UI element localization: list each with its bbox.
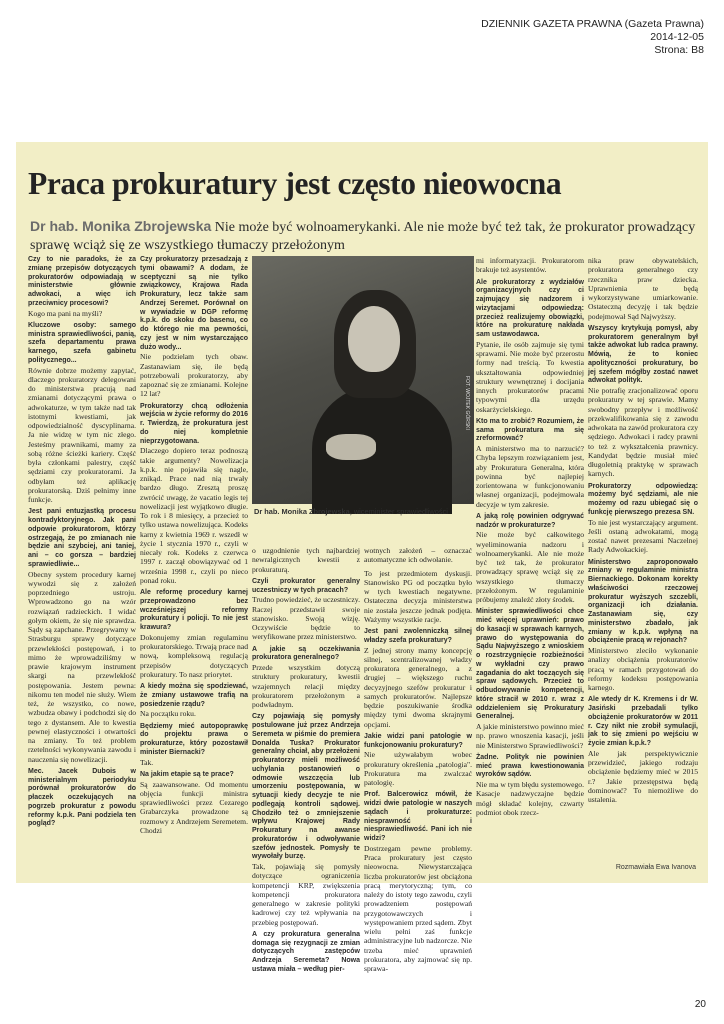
article-deck: [30, 218, 698, 254]
interview-answer: Ale jak perspektywicznie przewidzieć, jakiego rodzaju obciążenie będziemy mieć w 2015 r.? Jakie przestępstwa będą dominować? To niemożliwe do ustalenia.: [588, 748, 698, 804]
interview-answer: Przede wszystkim dotyczą struktury prokuratury, kwestii wzajemnych relacji między prokuratorem przełożonym a podwładnym.: [252, 663, 360, 709]
interview-question: Prof. Balcerowicz mówił, że widzi dwie patologie w naszych sądach i prokuraturze: niesprawność i niesprawiedliwość. Pani ich nie widzi?: [364, 791, 472, 842]
page-reference: Strona: B8: [654, 44, 704, 57]
interview-answer: Nie ma w tym błędu systemowego. Kasacje nadzwyczajne będzie mógł składać kolejny, czwarty podmiot obok rzecz-: [476, 780, 584, 817]
interview-answer: nika praw obywatelskich, prokuratora generalnego czy rzecznika praw dziecka. Uprawnienia te będą wykorzystywane umiarkowanie. Ostateczną decyzję i tak będzie podejmował Sąd Najwyższy.: [588, 256, 698, 321]
text-column-1: [28, 256, 136, 876]
interview-question: Kluczowe osoby: samego ministra sprawiedliwości, panią, szefa departamentu prawa karnego, szefa gabinetu politycznego...: [28, 321, 136, 364]
interview-answer: Równie dobrze możemy zapytać, dlaczego prokuratorzy delegowani do ministerstwa pracują nad zmianami dotyczącymi prawa o adwokaturze, w tym także nad tak istotnymi kwestiami, jak odpowiedzialność dyscyplinarna. Ja nie widzę w tym nic złego. Jesteśmy prawnikami, mamy za sobą różne ścieżki kariery. Część była członkami palestry, część sędziami czy prokuratorami. Ja odbyłam też aplikację prokuratorską. Dziś pełnimy inne funkcje.: [28, 365, 136, 504]
article-lead: Nie może być wolnoamerykanki. Ale nie może być też tak, że prokurator prowadzący sprawę wciąż się ze wszystkiego tłumaczy przełożonym: [30, 220, 696, 253]
interview-answer: Tak, pojawiają się pomysły dotyczące ograniczenia kompetencji KRP, zwiększenia kompetencji prokuratora generalnego w zakresie polityki kadrowej czy też wpływania na przebieg postępowań.: [252, 862, 360, 927]
interview-question: Żadne. Polityk nie powinien mieć prawa kwestionowania wyroków sądów.: [476, 753, 584, 779]
text-column-5: [476, 256, 584, 876]
publication-date: 2014-12-05: [650, 31, 704, 44]
interview-question: A jaką rolę powinien odgrywać nadzór w prokuraturze?: [476, 512, 584, 529]
interview-answer: Na początku roku.: [140, 709, 196, 719]
interview-answer: Z jednej strony mamy koncepcję silnej, scentralizowanej władzy prokuratora generalnego, a z drugiej – większego ruchu decyzyjnego szefów prokuratur i samych prokuratorów. Najlepsze będzie poszukiwanie środka między tymi dwoma skrajnymi opcjami.: [364, 645, 472, 729]
interview-question: Czy prokuratorzy przesadzają z tymi obawami? A dodam, że sceptyczni są nie tylko związkowcy, Krajowa Rada Prokuratury, lecz także sam Andrzej Seremet. Porównał on w wywiadzie w DGP reformę k.p.k. do skoku do basenu, co do którego nie ma pewności, czy jest w nim wystarczająco dużo wody...: [140, 256, 248, 351]
interview-answer: Nie używałabym wobec prokuratury określenia „patologia". Prokuratura ma zwalczać patologię.: [364, 750, 472, 787]
text-column-2: [140, 256, 248, 876]
article-byline: Dr hab. Monika Zbrojewska: [30, 218, 212, 234]
interview-question: Jest pani entuzjastką procesu kontradyktoryjnego. Jak pani odpowie prokuratorom, którzy ostrzegają, że po zmianach nie będzie ani szybciej, ani taniej, ani – co gorsza – bardziej sprawiedliwie...: [28, 508, 136, 568]
newspaper-clipping: [16, 142, 708, 973]
interview-answer: wotnych założeń – oznaczać automatyczne ich odwołanie.: [364, 546, 472, 565]
interview-question: Minister sprawiedliwości chce mieć więcej uprawnień: prawo do kasacji w sprawach karnych, prawo do występowania do Sądu Najwyższego z wnioskiem o rozstrzygnięcie rozbieżności w wykładni czy prawo zagadania do akt toczących się spraw sądowych. Przecież to odbudowywanie kompetencji, które stracił w 2010 r. wraz z oddzieleniem się Prokuratury Generalnej.: [476, 608, 584, 721]
interview-question: Czy to nie paradoks, że za zmianę przepisów dotyczących prokuratorów odpowiadają w ministerstwie głównie adwokaci, a więc ich przeciwnicy procesowi?: [28, 256, 136, 307]
interview-answer: Dokonujemy zmian regulaminu prokuratorskiego. Trwają prace nad nową, kompleksową regulacją przepisów dotyczących prokuratury. To nasz priorytet.: [140, 632, 248, 679]
interview-question: Czy pojawiają się pomysły postulowane już przez Andrzeja Seremeta w piśmie do premiera Donalda Tuska? Prokurator generalny chciał, aby przełożeni prokuratorzy mieli możliwość uchylania postanowień o odmowie wszczęcia lub umorzeniu postępowania, w sytuacji kiedy decyzje te nie podlegają kontroli sądowej. Chodziło też o zmniejszenie wpływu Krajowej Rady Prokuratury na awanse prokuratorów i odwoływanie szefów jednostek. Pomysły te wywołały burzę.: [252, 713, 360, 861]
text-column-6: [588, 256, 698, 876]
interview-answer: To nie jest wystarczający argument. Jeśli ostaną adwokatami, mogą zostać nawet prezesami Naczelnej Rady Adwokackiej.: [588, 517, 698, 555]
interview-answer: A ministerstwo ma to narzucić? Chyba lepszym rozwiązaniem jest, aby Prokuratura Generalna, która powinna być najlepiej zorientowana w funkcjonowaniu własnej organizacji, podejmowała decyzje w tym zakresie.: [476, 444, 584, 509]
text-column-3: [252, 546, 360, 973]
interview-question: A kiedy można się spodziewać, że zmiany ustawowe trafią na posiedzenie rządu?: [140, 683, 248, 708]
portrait-photo: [252, 256, 474, 504]
interview-answer: Trudno powiedzieć, że uczestniczy. Raczej przedstawił swoje stanowisko. Swoją wizję. Oczywiście będzie to weryfikowane przez ministerstwo.: [252, 595, 360, 642]
interview-question: Ministerstwo zaproponowało zmiany w regulaminie ministra Biernackiego. Dokonam korekty właściwości rzeczowej prokuratur wyższych szczebli, organizacji ich działania. Zastanawiam się, czy ministerstwo zbadało, jak zmiany w k.p.k. wpłyną na obciążenie pracą w rejonach?: [588, 558, 698, 645]
interview-answer: Obecny system procedury karnej wywodzi się z założeń poprzedniego ustroju. Wprowadzono go na wzór rozwiązań radzieckich. I widać gołym okiem, że się nie sprawdza. Sądy są zapchane. Przegrywamy w Strasburgu sprawy dotyczące przewlekłości postępowań, i to mimo że wprowadziliśmy w prawie krajowym instrument skargi na przewlekłość postępowania. Jestem pewna: nikomu ten model nie służy. Wiem też, że wszystko, co nowe, wzbudza obawy i podchodzi się do tego z dystansem. Ale to kwestia pewnej elastyczności i otwartości na zmiany. To też problem rzetelności wykonywania zawodu i nauczenia się nowelizacji.: [28, 569, 136, 764]
page-number: 20: [694, 999, 706, 1010]
interview-question: A jakie są oczekiwania prokuratora generalnego?: [252, 645, 360, 662]
interview-question: Jest pani zwolenniczką silnej władzy szefa prokuratury?: [364, 628, 472, 644]
interview-question: Będziemy mieć autopoprawkę do projektu prawa o prokuraturze, który pozostawił minister Biernacki?: [140, 722, 248, 756]
interview-question: Prokuratorzy chcą odłożenia wejścia w życie reformy do 2016 r. Twierdzą, że prokuratura jest do niej kompletnie nieprzygotowana.: [140, 402, 248, 445]
interview-answer: Tak.: [140, 757, 154, 767]
interview-question: A czy prokuratura generalna domaga się rezygnacji ze zmian dotyczących zastępców Andrzeja Seremeta? Nowa ustawa miała – według pier-: [252, 930, 360, 973]
interview-answer: Dostrzegam pewne problemy. Praca prokuratury jest często nieowocna. Niewystarczająca liczba prokuratorów jest obciążona pracą merytoryczną; tym, co należy do istoty tego zawodu, czyli prowadzeniem postępowań przygotowawczych i występowaniem przed sądem. Zbyt wielu pełni zaś funkcje administracyjne lub nadzorcze. Nie trzeba mieć uprawnień prokuratora, aby zajmować się np. sprawa-: [364, 843, 472, 973]
interview-question: Ale prokuratorzy z wydziałów organizacyjnych czy ci zajmujący się nadzorem i wizytacjami odpowiedzą: przecież realizujemy obowiązki, które na prokuraturę nakłada sam ustawodawca.: [476, 278, 584, 338]
interview-question: Czyli prokurator generalny uczestniczy w tych pracach?: [252, 577, 360, 594]
interview-answer: Nie potrafię zracjonalizować oporu prokuratury w tej sprawie. Mamy swobodny przepływ i możliwość przekwalifikowania się z zawodu adwokata na zawód prokuratora czy sędziego. Adwokaci i radcy prawni to też z wykształcenia prawnicy. Kandydat będzie musiał mieć długoletnią praktykę w sprawach karnych.: [588, 386, 698, 479]
photo-credit: FOT. WOJTEK GÓRSKI: [464, 376, 470, 430]
interview-question: Mec. Jacek Dubois w ministerialnym periodyku porównał prokuratorów do płaczek oczekujących na pogrzeb prokuratur z powodu reformy k.p.k. Pani podziela ten pogląd?: [28, 767, 136, 828]
interview-answer: Nie może być całkowitego wyeliminowania nadzoru i wolnoamerykanki. Ale nie może być też tak, że prokurator prowadzący sprawę wciąż się ze wszystkiego tłumaczy przełożonym. W regulaminie próbujemy znaleźć złoty środek.: [476, 530, 584, 604]
text-column-4: [364, 546, 472, 973]
interview-answer: Kogo ma pani na myśli?: [28, 308, 103, 318]
caption-role: wiceminister sprawiedliwości: [353, 507, 448, 516]
interviewer-credit: Rozmawiała Ewa Ivanova: [615, 864, 696, 871]
interview-question: Na jakim etapie są te prace?: [140, 770, 234, 778]
interview-answer: Nie podzielam tych obaw. Zastanawiam się, ile będą potrzebowali prokuratorzy, aby zapoznać się ze zmianami. Kolejne 12 lat?: [140, 352, 248, 399]
article-headline: Praca prokuratury jest często nieowocna: [28, 166, 562, 201]
interview-answer: Ministerstwo zleciło wykonanie analizy obciążenia prokuratorów pracą w ramach przygotowań do reformy kodeksu postępowania karnego.: [588, 646, 698, 692]
interview-answer: Dlaczego dopiero teraz podnoszą takie argumenty? Nowelizacja k.p.k. nie pojawiła się nagle, znikąd. Prace nad nią trwały bardzo długo. Zresztą proszę zwrócić uwagę, że vacatio legis tej nowelizacji jest wyjątkowo długie. To rok i 8 miesięcy, a przecież to tylko ustawa nowelizująca. Kodeks karny z kwietnia 1969 r. wszedł w życie 1 stycznia 1970 r., czyli w niecały rok. Kodeks z czerwca 1997 r. zaczął obowiązywać od 1 września 1998 r., czyli po nieco ponad roku.: [140, 446, 248, 585]
interview-question: Ale wtedy dr K. Kremens i dr W. Jasiński przebadali tylko obciążenie prokuratorów w 2011 r. Czy nikt nie zrobił symulacji, jak to się zmieni po wejściu w życie zmian k.p.k.?: [588, 696, 698, 747]
interview-question: Prokuratorzy odpowiedzą: możemy być sędziami, ale nie możemy od razu ubiegać się o funkcję pierwszego prezesa SN.: [588, 482, 698, 516]
interview-answer: Pytanie, ile osób zajmuje się tymi sprawami. Nie może być przerostu formy nad treścią. To kwestia ukształtowania odpowiedniej struktury wewnętrznej i docijania innych prokuratorów pracami typowymi dla urzędu oskarżycielskiego.: [476, 339, 584, 414]
interview-answer: Są zaawansowane. Od momentu objęcia funkcji ministra sprawiedliwości przez Cezarego Grabarczyka prowadzone są rozmowy z Andrzejem Seremetem. Chodzi: [140, 779, 248, 835]
interview-answer: o uzgodnienie tych najbardziej newralgicznych kwestii z prokuraturą.: [252, 546, 360, 574]
interview-question: Kto ma to zrobić? Rozumiem, że sama prokuratura ma się zreformować?: [476, 417, 584, 443]
photo-caption: [254, 508, 474, 517]
interview-answer: mi informatyzacji. Prokuratorom brakuje też asystentów.: [476, 256, 584, 275]
interview-question: Wszyscy krytykują pomysł, aby prokuratorem generalnym był także adwokat lub radca prawny. Mówią, że to koniec apolityczności prokuratury, bo jej szefem mógłby zostać nawet adwokat polityk.: [588, 324, 698, 385]
interview-answer: A jakie ministerstwo powinno mieć np. prawo wnoszenia kasacji, jeśli nie Ministerstwo Sprawiedliwości?: [476, 722, 584, 750]
caption-name: Dr hab. Monika Zbrojewska,: [254, 507, 352, 516]
publication-name: DZIENNIK GAZETA PRAWNA (Gazeta Prawna): [481, 18, 704, 30]
interview-answer: To jest przedmiotem dyskusji. Stanowisko PG od początku było w tych kwestiach negatywne. Ostateczna decyzja ministerstwa nie została jeszcze jednak podjęta. Ważymy wszystkie racje.: [364, 568, 472, 624]
document-header: [481, 18, 704, 57]
interview-question: Ale reformę procedury karnej przeprowadzono bez wcześniejszej reformy prokuratury i policji. To nie jest krawura?: [140, 589, 248, 631]
interview-question: Jakie widzi pani patologie w funkcjonowaniu prokuratury?: [364, 732, 472, 749]
